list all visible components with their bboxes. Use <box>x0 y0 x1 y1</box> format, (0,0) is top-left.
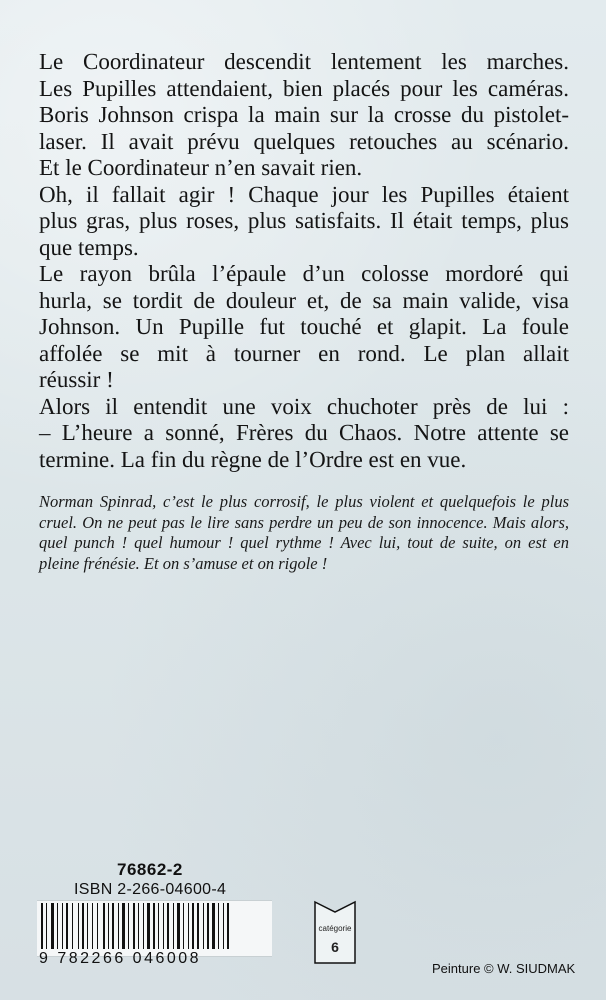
barcode-bar <box>66 903 68 949</box>
category-label: catégorie <box>318 924 352 933</box>
barcode-bar <box>183 903 184 949</box>
barcode-bar <box>173 903 174 949</box>
barcode-bar <box>163 903 164 949</box>
barcode-bar <box>207 903 209 949</box>
excerpt-line: Et le Coordinateur n’en savait rien. <box>39 155 363 180</box>
barcode-bar <box>78 903 79 949</box>
blurb-line: Norman Spinrad, c’est le plus corrosif, le plus violent et quelquefois le plus <box>39 492 569 511</box>
excerpt-line: Boris Johnson crispa la main sur la crosse du pistolet- <box>39 102 569 127</box>
barcode-bar <box>188 903 189 949</box>
blurb-line: quel punch ! quel humour ! quel rythme ! Avec lui, tout de suite, on est en <box>39 533 569 552</box>
isbn-row <box>74 880 226 900</box>
excerpt-line: Alors il entendit une voix chuchoter près de lui : <box>39 393 569 419</box>
barcode-bar <box>192 903 194 949</box>
barcode-icon <box>37 900 272 957</box>
excerpt-line: – L’heure a sonné, Frères du Chaos. Notre attente se <box>39 420 569 445</box>
barcode-bar <box>46 903 47 949</box>
excerpt-line: Les Pupilles attendaient, bien placés pour les caméras. <box>39 75 569 101</box>
excerpt-line: plus gras, plus roses, plus satisfaits. Il était temps, plus <box>39 208 569 233</box>
excerpt-line: laser. Il avait prévu quelques retouches au scénario. <box>39 128 569 154</box>
excerpt-line: Le rayon brûla l’épaule d’un colosse mordoré qui <box>39 261 569 286</box>
excerpt-line: Oh, il fallait agir ! Chaque jour les Pupilles étaient <box>39 181 569 207</box>
excerpt-line: Le Coordinateur descendit lentement les marches. <box>39 49 569 74</box>
barcode-bar <box>223 903 224 949</box>
category-number: 6 <box>331 939 339 955</box>
blurb-line: pleine frénésie. Et on s’amuse et on rigole ! <box>39 553 328 573</box>
excerpt-text <box>39 49 569 473</box>
excerpt-line: termine. La fin du règne de l’Ordre est en vue. <box>39 446 467 472</box>
blurb-line: cruel. On ne peut pas le lire sans perdre un peu de son innocence. Mais alors, <box>39 512 569 532</box>
barcode-block <box>37 900 272 980</box>
barcode-bar <box>108 903 109 949</box>
barcode-bar <box>92 903 93 949</box>
barcode-bar <box>103 903 105 949</box>
barcode-bar <box>87 903 88 949</box>
barcode-bar <box>177 903 180 949</box>
barcode-bar <box>133 903 135 949</box>
barcode-bar <box>41 903 43 949</box>
barcode-digits: 9 782266 046008 <box>39 950 202 967</box>
category-shield-icon <box>313 900 357 968</box>
barcode-bar <box>197 903 199 949</box>
barcode-bar <box>218 903 219 949</box>
catalog-number: 76862-2 <box>117 860 183 879</box>
barcode-bar <box>203 903 204 949</box>
category-badge <box>313 900 357 968</box>
barcode-bar <box>128 903 129 949</box>
barcode-bar <box>167 903 169 949</box>
isbn-value: 2-266-04600-4 <box>117 881 227 898</box>
excerpt-line: Johnson. Un Pupille fut touché et glapit. La foule <box>39 314 569 339</box>
barcode-bar <box>147 903 150 949</box>
author-blurb <box>39 492 569 574</box>
illustration-credit: Peinture © W. SIUDMAK <box>432 961 576 976</box>
barcode-bar <box>62 903 63 949</box>
book-codes <box>74 860 226 900</box>
barcode-bar <box>72 903 73 949</box>
barcode-bar <box>112 903 114 949</box>
barcode-bar <box>227 903 229 949</box>
barcode-bar <box>138 903 139 949</box>
barcode-bar <box>212 903 215 949</box>
barcode-bar <box>153 903 155 949</box>
barcode-bar <box>51 903 54 949</box>
excerpt-line: que temps. <box>39 234 139 260</box>
excerpt-line: affolée se mit à tourner en rond. Le plan allait <box>39 340 569 366</box>
excerpt-line: réussir ! <box>39 367 114 392</box>
barcode-bar <box>143 903 144 949</box>
barcode-bar <box>82 903 84 949</box>
isbn-label: ISBN <box>74 881 113 898</box>
barcode-bar <box>57 903 58 949</box>
barcode-bar <box>122 903 125 949</box>
barcode-bar <box>97 903 98 949</box>
barcode-bar <box>158 903 159 949</box>
excerpt-line: hurla, se tordit de douleur et, de sa main valide, visa <box>39 287 569 313</box>
barcode-bar <box>118 903 119 949</box>
